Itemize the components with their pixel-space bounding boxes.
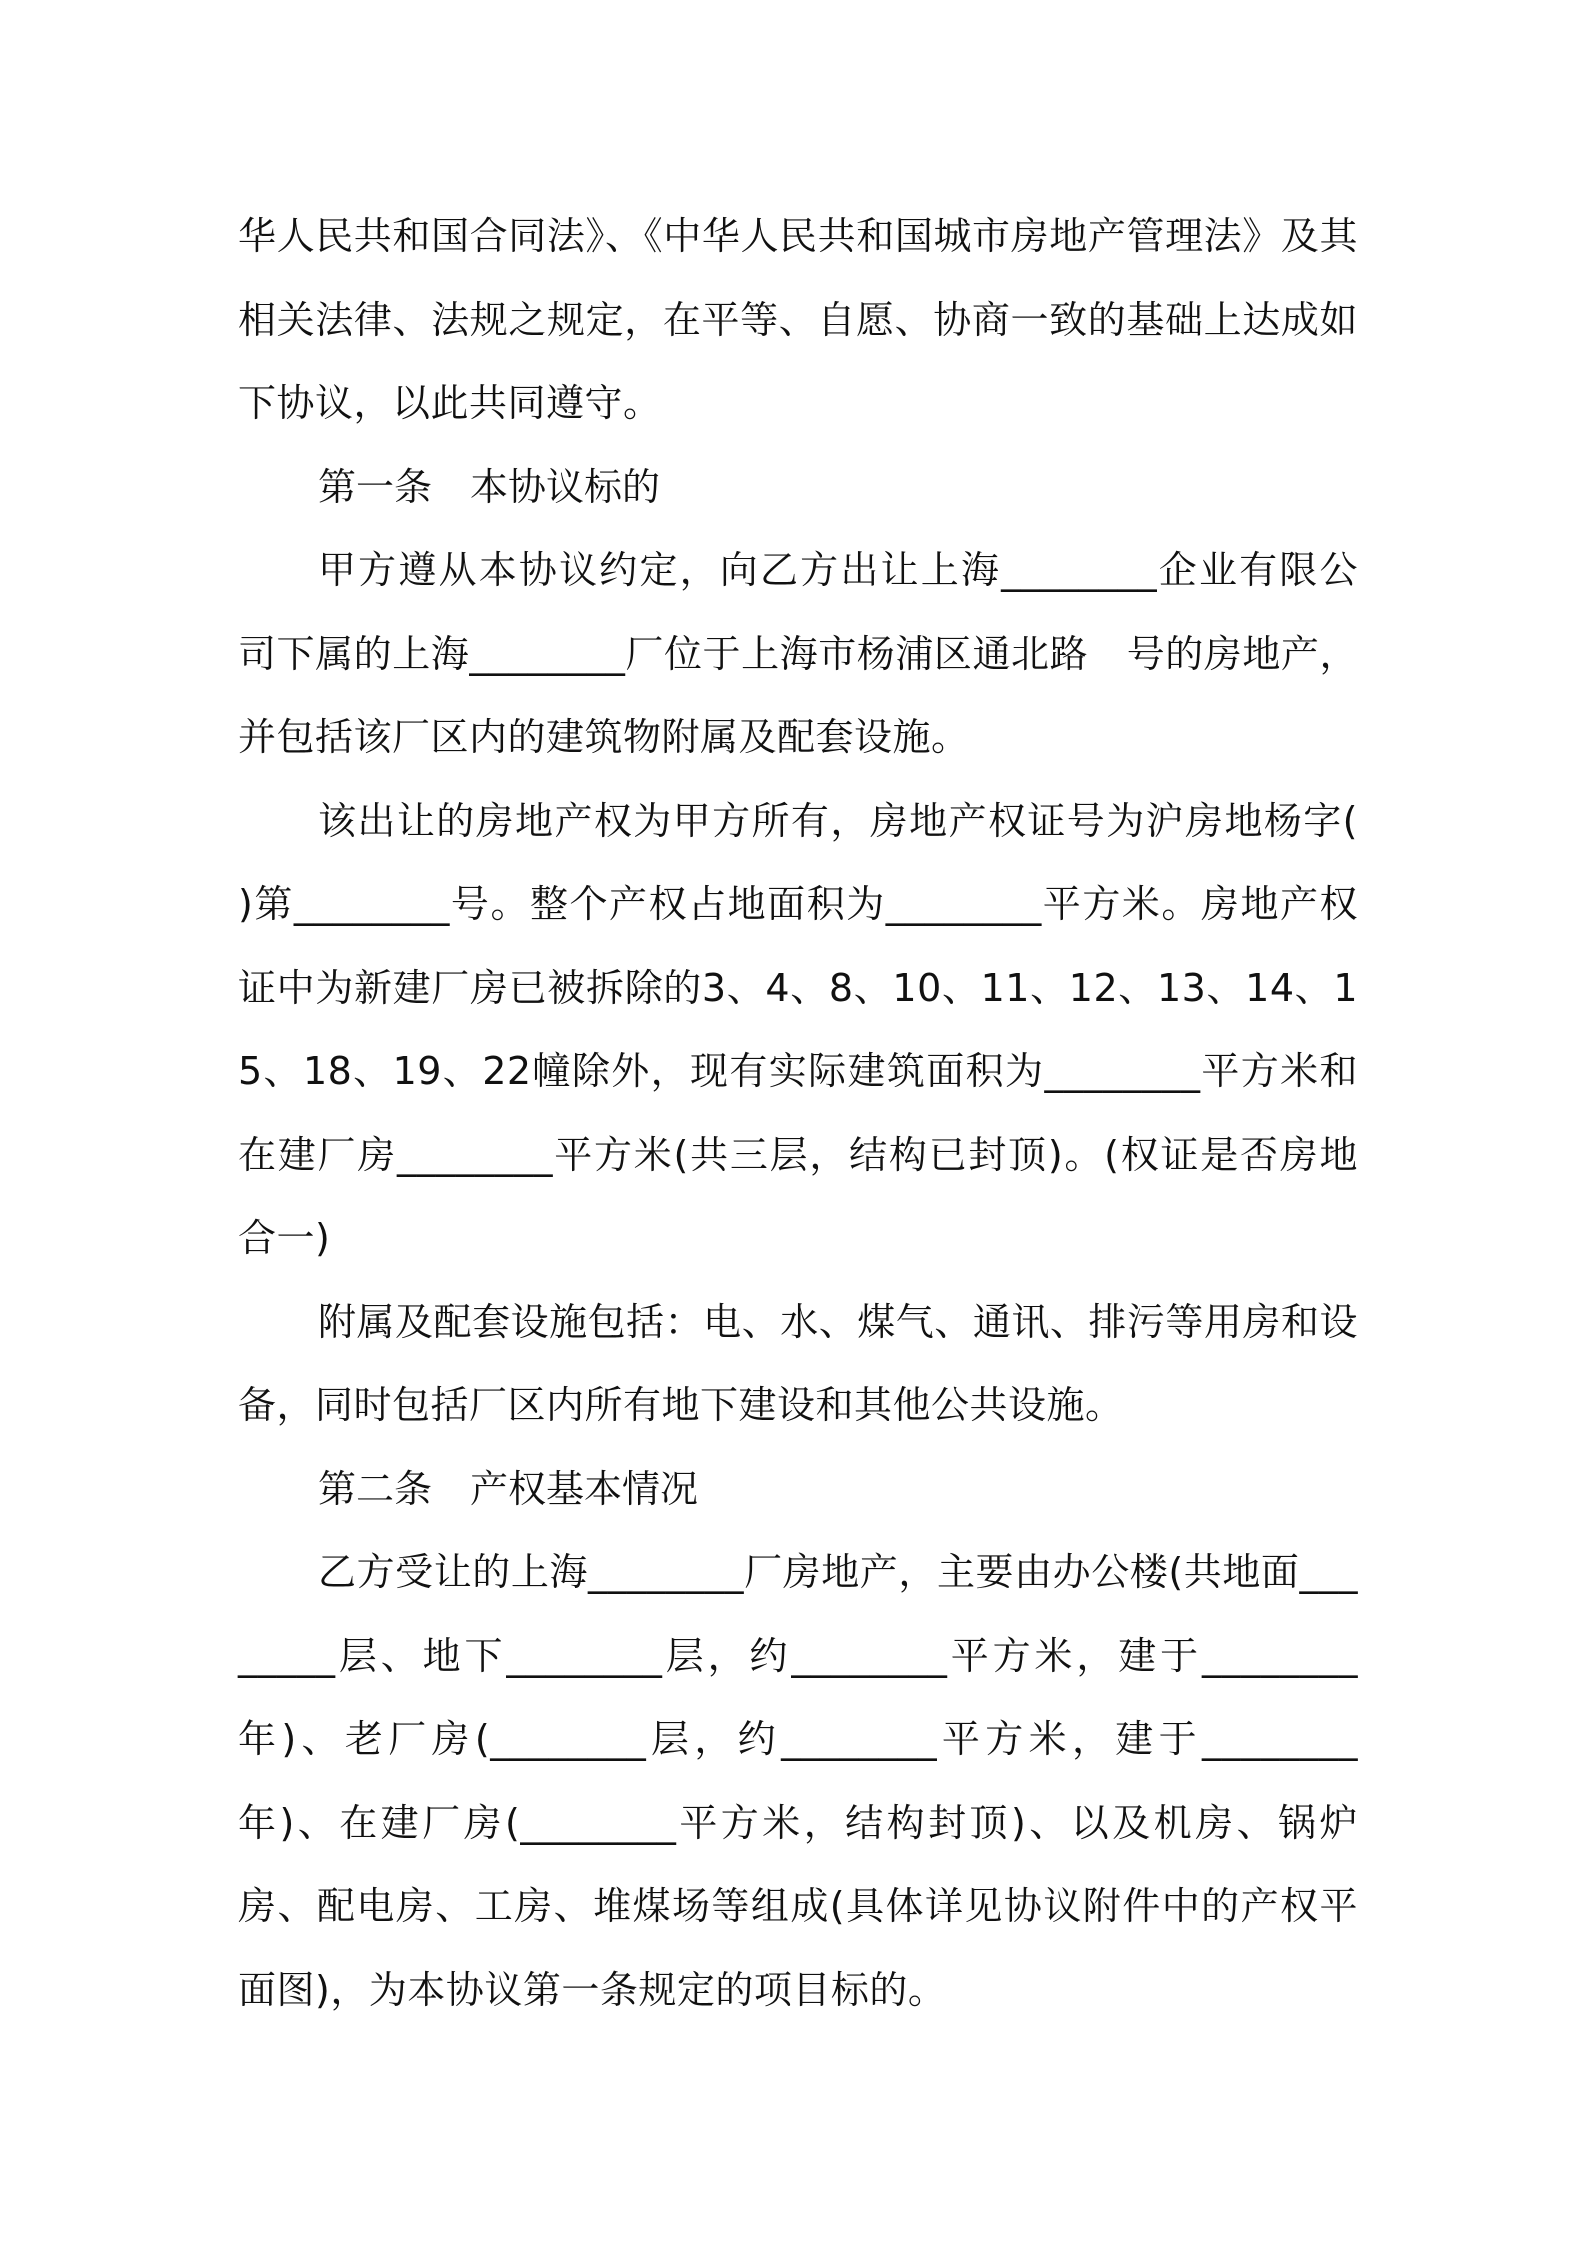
article-1-paragraph-1: 甲方遵从本协议约定，向乙方出让上海________企业有限公司下属的上海________厂位于上海市杨浦区通北路 号的房地产，并包括该厂区内的建筑物附属及配套设施。: [238, 548, 1358, 759]
article-1-paragraph-2: 该出让的房地产权为甲方所有，房地产权证号为沪房地杨字( )第________号。整个产权占地面积为________平方米。房地产权证中为新建厂房已被拆除的3、4、8、10、11、12、13、14、15、18、19、22幢除外，现有实际建筑面积为________平方米和在建厂房________平方米(共三层，结构已封顶)。(权证是否房地合一): [238, 798, 1436, 1260]
article-1-heading: 第一条 本协议标的: [318, 464, 661, 509]
intro-paragraph: 华人民共和国合同法》、《中华人民共和国城市房地产管理法》及其相关法律、法规之规定，在平等、自愿、协商一致的基础上达成如下协议，以此共同遵守。: [238, 214, 1358, 425]
article-2-paragraph-1: 乙方受让的上海________厂房地产，主要由办公楼(共地面________层、地下________层，约________平方米，建于________年)、老厂房(________层，约________平方米，建于________ 年)、在建厂房(________平方米，结构封顶)、以及机房、锅炉房、配电房、工房、堆煤场等组成(具体详见协议附件中的产权平面图)，为本协议第一条规定的项目标的。: [238, 1550, 1359, 2012]
article-2-heading: 第二条 产权基本情况: [318, 1466, 699, 1511]
article-1-paragraph-3: 附属及配套设施包括：电、水、煤气、通讯、排污等用房和设备，同时包括厂区内所有地下建设和其他公共设施。: [238, 1299, 1358, 1427]
document-body: [238, 195, 1436, 2032]
